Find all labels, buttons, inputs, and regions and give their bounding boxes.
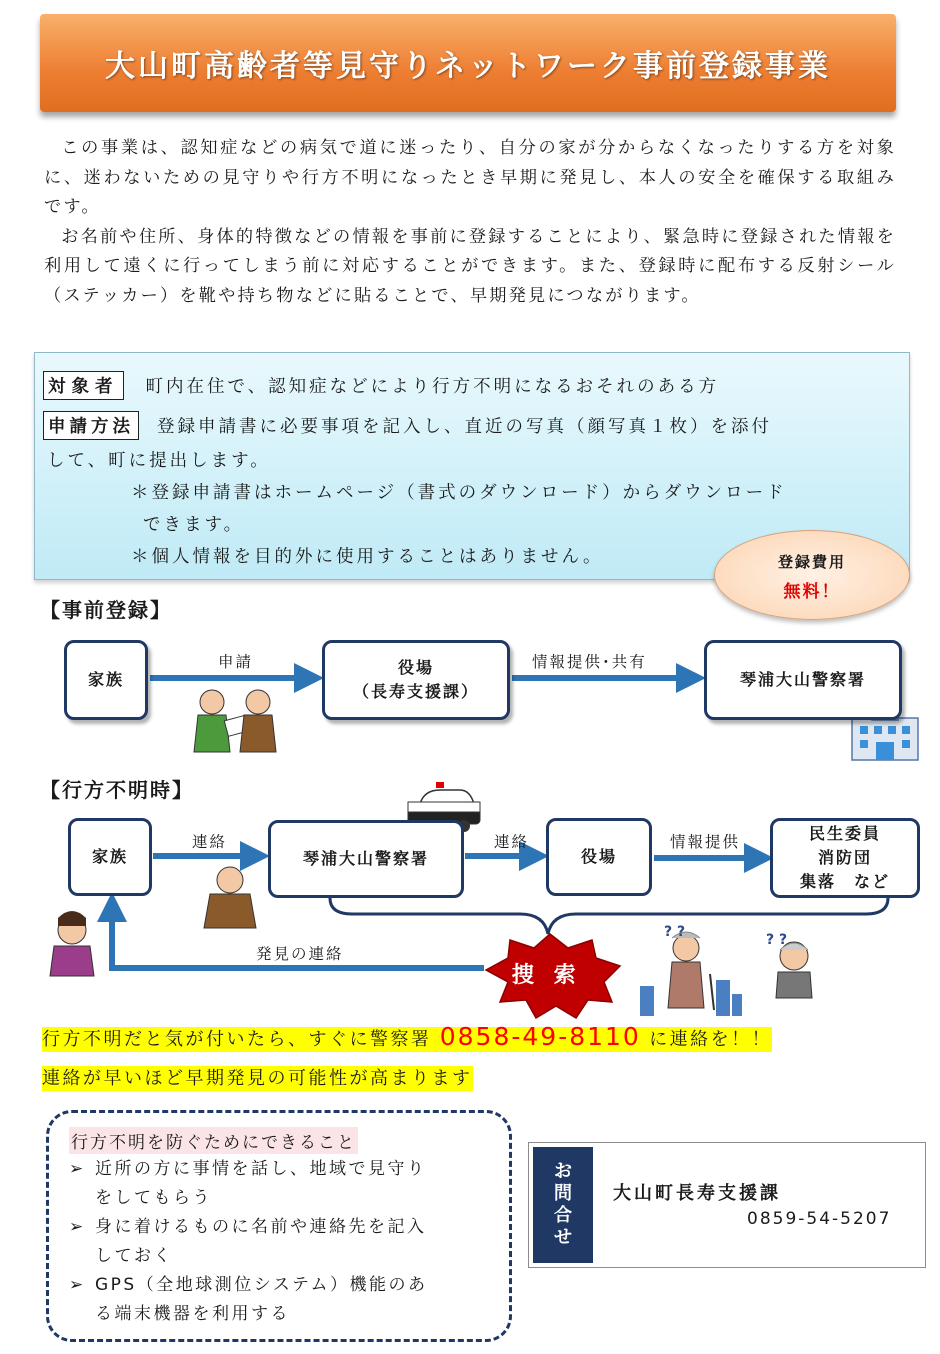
fee-label: 登録費用 <box>777 553 846 571</box>
missing-family-label: 家族 <box>91 847 128 866</box>
police-node <box>704 640 902 720</box>
alert-text-before: 行方不明だと気が付いたら、すぐに警察署 <box>42 1029 432 1050</box>
police-phone: 0858-49-8110 <box>439 1022 641 1051</box>
note-privacy: ＊個人情報を目的外に使用することはありません。 <box>131 547 604 567</box>
svg-text:? ?: ? ? <box>766 932 788 948</box>
target-label: 対象者 <box>43 371 124 400</box>
note-download: ＊登録申請書はホームページ（書式のダウンロード）からダウンロード <box>131 483 787 503</box>
alert-text-after: に連絡を！！ <box>649 1029 773 1050</box>
missing-heading: 【行方不明時】 <box>40 778 194 802</box>
tip-3-line2: る端末機器を利用する <box>95 1304 290 1324</box>
elderly-woman-illustration <box>640 924 742 1016</box>
found-label: 発見の連絡 <box>256 945 344 963</box>
police-node-label: 琴浦大山警察署 <box>739 670 866 689</box>
alert-text-2: 連絡が早いほど早期発見の可能性が高まります <box>42 1068 473 1089</box>
tip-item <box>69 1213 509 1271</box>
office-node <box>322 640 510 720</box>
apply-label: 申請 <box>218 653 254 671</box>
tips-box <box>46 1110 512 1342</box>
tip-3-line1: GPS（全地球測位システム）機能のあ <box>95 1275 428 1295</box>
search-brace <box>330 898 888 934</box>
worried-man-illustration <box>204 867 256 928</box>
community-node <box>770 818 920 898</box>
missing-family-node <box>68 818 152 896</box>
office-node-line2: （長寿支援課） <box>352 682 479 701</box>
tip-2-line1: 身に着けるものに名前や連絡先を記入 <box>95 1217 427 1237</box>
note-download-cont: できます。 <box>143 515 245 535</box>
worried-woman-illustration <box>50 911 94 976</box>
tip-item <box>69 1155 509 1213</box>
tip-2-line2: しておく <box>95 1246 173 1266</box>
missing-office-label: 役場 <box>580 847 617 866</box>
contact-label <box>533 1147 593 1263</box>
preregistration-heading: 【事前登録】 <box>40 598 172 622</box>
missing-police-node <box>268 820 464 898</box>
missing-office-node <box>546 818 652 896</box>
arrow-bullet-icon: ➢ <box>69 1159 86 1179</box>
contact-label-char: 合 <box>554 1205 572 1226</box>
family-node-label: 家族 <box>87 670 124 689</box>
search-label: 捜 索 <box>512 963 582 988</box>
office-node-line1: 役場 <box>397 658 434 677</box>
family-node <box>64 640 148 720</box>
family-staff-illustration <box>194 690 276 752</box>
intro-paragraph-2: お名前や住所、身体的特徴などの情報を事前に登録することにより、緊急時に登録された情報を利用して遠くに行ってしまう前に対応することができます。また、登録時に配布する反射シール（ステッカー）を靴や持ち物などに貼ることで、早期発見につながります。 <box>44 226 896 306</box>
share-label: 情報提供･共有 <box>532 653 647 671</box>
contact-box <box>528 1142 926 1268</box>
target-text: 町内在住で、認知症などにより行方不明になるおそれのある方 <box>145 377 720 397</box>
community-line3: 集落 など <box>799 872 890 891</box>
tips-title: 行方不明を防ぐためにできること <box>69 1127 358 1154</box>
contact-label-char: せ <box>554 1227 572 1248</box>
community-line2: 消防団 <box>817 848 872 867</box>
contact-label-1: 連絡 <box>192 833 228 851</box>
alert-line-2 <box>42 1064 473 1090</box>
method-text-2: して、町に提出します。 <box>47 451 271 471</box>
page-title: 大山町高齢者等見守りネットワーク事前登録事業 <box>105 49 831 84</box>
method-label: 申請方法 <box>43 411 139 440</box>
contact-phone: 0859-54-5207 <box>747 1209 892 1229</box>
contact-label-char: 問 <box>554 1183 572 1204</box>
alert-line-1 <box>42 1022 772 1051</box>
elderly-man-illustration <box>766 932 812 998</box>
contact-name: 大山町長寿支援課 <box>613 1183 781 1204</box>
svg-text:? ?: ? ? <box>664 924 686 940</box>
arrow-bullet-icon: ➢ <box>69 1275 86 1295</box>
intro-paragraph-1: この事業は、認知症などの病気で道に迷ったり、自分の家が分からなくなったりする方を対象に、迷わないための見守りや行方不明になったとき早期に発見し、本人の安全を確保する取組みです。 <box>44 138 896 217</box>
method-text-1: 登録申請書に必要事項を記入し、直近の写真（顔写真１枚）を添付 <box>157 417 772 437</box>
tip-1-line2: をしてもらう <box>95 1188 212 1208</box>
missing-police-label: 琴浦大山警察署 <box>302 849 429 868</box>
contact-label-char: お <box>554 1161 572 1182</box>
tip-item <box>69 1271 509 1329</box>
info-label: 情報提供 <box>670 833 741 851</box>
arrow-bullet-icon: ➢ <box>69 1217 86 1237</box>
fee-value: 無料！ <box>783 582 841 602</box>
community-line1: 民生委員 <box>808 824 881 843</box>
contact-label-2: 連絡 <box>494 833 530 851</box>
tip-1-line1: 近所の方に事情を話し、地域で見守り <box>95 1159 427 1179</box>
